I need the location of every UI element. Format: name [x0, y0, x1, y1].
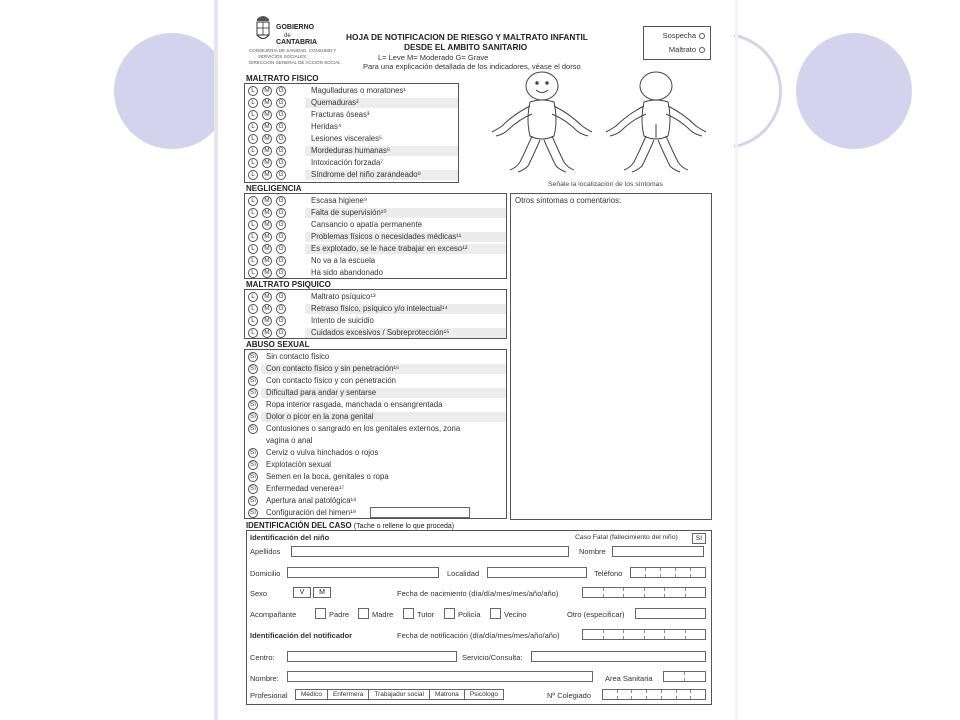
indicator-label: Cuidados excesivos / Sobreprotección¹⁵: [311, 328, 450, 337]
indicator-row[interactable]: [245, 327, 506, 339]
severity-option-circle[interactable]: G: [276, 208, 286, 218]
companion-tutor-checkbox[interactable]: [403, 608, 414, 619]
section-box-negligencia: [244, 193, 507, 279]
suspicion-radio[interactable]: [699, 33, 705, 39]
yes-option-circle[interactable]: Sí: [249, 497, 257, 504]
companion-policia-checkbox[interactable]: [444, 608, 455, 619]
indicator-row[interactable]: [245, 255, 506, 267]
indicator-row[interactable]: [245, 435, 506, 447]
indicator-row[interactable]: [245, 121, 458, 133]
severity-option-circle[interactable]: L: [248, 146, 258, 156]
severity-options: [248, 146, 286, 156]
profession-options: [295, 689, 504, 700]
indicator-label: Explotación sexual: [266, 460, 332, 469]
indicator-row[interactable]: [245, 495, 506, 507]
severity-option-circle[interactable]: L: [248, 208, 258, 218]
indicator-row[interactable]: [245, 315, 506, 327]
indicator-row[interactable]: [245, 219, 506, 231]
severity-options: [248, 364, 258, 374]
severity-options: [248, 110, 286, 120]
profession-option-3[interactable]: Matrona: [430, 690, 465, 699]
severity-options: [248, 304, 286, 314]
logo-line-cantabria: CANTABRIA: [276, 39, 318, 46]
indicator-row[interactable]: [245, 483, 506, 495]
severity-option-circle[interactable]: G: [276, 328, 286, 338]
severity-option-circle[interactable]: M: [262, 328, 272, 338]
slide-edge-line: [735, 0, 738, 720]
sex-label: Sexo: [250, 589, 268, 598]
indicator-label: Dolor o picor en la zona genital: [266, 412, 374, 421]
identification-hint: (Tache o rellene lo que proceda): [353, 523, 455, 530]
notifier-name-field[interactable]: [287, 671, 593, 682]
severity-option-circle[interactable]: G: [276, 158, 286, 168]
severity-options: [248, 352, 258, 362]
surname-field[interactable]: [291, 546, 569, 557]
indicator-label: Dificultad para andar y sentarse: [266, 388, 377, 397]
profession-option-0[interactable]: Médico: [296, 690, 328, 699]
indicator-label: Falta de supervisión¹⁰: [311, 208, 387, 217]
indicator-row[interactable]: [245, 363, 506, 375]
section-title-psiquico: MALTRATO PSIQUICO: [246, 280, 331, 289]
severity-option-circle[interactable]: G: [276, 268, 286, 278]
severity-option-circle[interactable]: G: [276, 220, 286, 230]
health-area-label: Area Sanitaria: [605, 674, 653, 683]
form-subtitle: DESDE EL AMBITO SANITARIO: [404, 42, 528, 52]
indicator-row[interactable]: [245, 109, 458, 121]
companion-vecino-checkbox[interactable]: [490, 608, 501, 619]
section-box-psiquico: [244, 289, 507, 339]
maltreatment-radio[interactable]: [699, 47, 705, 53]
indicator-label: No va a la escuela: [311, 256, 376, 265]
severity-options: [248, 170, 286, 180]
yes-option-circle[interactable]: Sí: [249, 365, 257, 372]
severity-option-circle[interactable]: L: [248, 292, 258, 302]
section-box-fisico: [244, 83, 459, 183]
surname-label: Apellidos: [250, 547, 281, 556]
birthdate-field[interactable]: [582, 587, 706, 598]
locality-field[interactable]: [487, 567, 587, 578]
indicator-row[interactable]: [245, 243, 506, 255]
severity-option-circle[interactable]: G: [276, 98, 286, 108]
indicator-row[interactable]: [245, 387, 506, 399]
severity-option-circle[interactable]: M: [262, 256, 272, 266]
service-field[interactable]: [531, 651, 706, 662]
severity-option-circle[interactable]: M: [262, 220, 272, 230]
decorative-circle-left: [114, 33, 230, 149]
severity-options: [248, 448, 258, 458]
indicator-label: Con contacto físico y con penetración: [266, 376, 397, 385]
severity-legend: L= Leve M= Moderado G= Grave: [378, 53, 489, 62]
indicator-label: Cansancio o apatía permanente: [311, 220, 422, 229]
indicator-label: Síndrome del niño zarandeado⁸: [311, 170, 421, 179]
severity-option-circle[interactable]: L: [248, 110, 258, 120]
severity-option-circle[interactable]: L: [248, 328, 258, 338]
indicator-label: Ropa interior rasgada, manchada o ensangrentada: [266, 400, 443, 409]
indicator-label: Quemaduras²: [311, 98, 359, 107]
indicator-row[interactable]: [245, 375, 506, 387]
severity-option-circle[interactable]: L: [248, 122, 258, 132]
severity-option-circle[interactable]: M: [262, 232, 272, 242]
indicator-row[interactable]: [245, 411, 506, 423]
severity-options: [248, 496, 258, 506]
severity-options: [248, 268, 286, 278]
severity-option-circle[interactable]: L: [248, 98, 258, 108]
severity-options: [248, 376, 258, 386]
logo-line-gobierno: GOBIERNO: [276, 24, 315, 31]
severity-option-circle[interactable]: M: [262, 158, 272, 168]
severity-option-circle[interactable]: L: [248, 268, 258, 278]
indicator-row[interactable]: [245, 267, 506, 279]
severity-option-circle[interactable]: L: [248, 256, 258, 266]
fatal-case-checkbox[interactable]: SI: [692, 533, 706, 544]
indicator-row[interactable]: [245, 291, 506, 303]
yes-option-circle[interactable]: Sí: [249, 353, 257, 360]
indicator-label: Escasa higiene⁹: [311, 196, 368, 205]
suspicion-box: [643, 26, 711, 60]
severity-option-circle[interactable]: M: [262, 146, 272, 156]
severity-options: [248, 508, 258, 518]
severity-option-circle[interactable]: G: [276, 232, 286, 242]
profession-option-4[interactable]: Psicólogo: [469, 691, 498, 698]
severity-option-circle[interactable]: L: [248, 134, 258, 144]
comments-box[interactable]: [510, 193, 712, 520]
indicator-label: Enfermedad venerea¹⁷: [266, 484, 345, 493]
profession-option-1[interactable]: Enfermera: [328, 690, 369, 699]
severity-options: [248, 472, 258, 482]
birthdate-label: Fecha de nacimiento (día/día/mes/mes/año/año): [397, 589, 559, 598]
indicator-row[interactable]: [245, 399, 506, 411]
address-label: Domicilio: [250, 569, 281, 578]
name-field[interactable]: [612, 546, 704, 557]
indicator-row[interactable]: [245, 507, 506, 519]
severity-options: [248, 98, 286, 108]
hymen-config-field[interactable]: [370, 507, 470, 518]
padre-label: Padre: [329, 610, 350, 619]
logo-subtext-2: SERVICIOS SOCIALES: [258, 54, 307, 59]
companion-label: Acompañante: [250, 610, 297, 619]
comments-label: Otros síntomas o comentarios:: [515, 196, 622, 205]
indicator-label: Con contacto físico y sin penetración¹⁶: [266, 364, 400, 373]
severity-option-circle[interactable]: L: [248, 86, 258, 96]
yes-option-circle[interactable]: Sí: [249, 389, 257, 396]
collegiate-number-label: Nº Colegiado: [547, 691, 592, 700]
severity-options: [248, 328, 286, 338]
severity-options: [248, 232, 286, 242]
center-label: Centro:: [250, 653, 275, 662]
indicator-label: Maltrato psíquico¹³: [311, 292, 376, 301]
severity-option-circle[interactable]: L: [248, 196, 258, 206]
indicator-row[interactable]: [245, 169, 458, 181]
indicator-row[interactable]: [245, 351, 506, 363]
severity-options: [248, 122, 286, 132]
severity-option-circle[interactable]: L: [248, 220, 258, 230]
yes-option-circle[interactable]: Sí: [249, 485, 257, 492]
notifier-name-label: Nombre:: [250, 674, 279, 683]
indicator-label: Cerviz o vulva hinchados o rojos: [266, 448, 379, 457]
severity-options: [248, 316, 286, 326]
indicator-label: Contusiones o sangrado en los genitales externos, zona: [266, 424, 461, 433]
severity-options: [248, 424, 258, 434]
section-title-sexual: ABUSO SEXUAL: [246, 340, 310, 349]
severity-options: [248, 158, 286, 168]
indicator-label: Intoxicación forzada⁷: [311, 158, 384, 167]
section-title-fisico: MALTRATO FISICO: [246, 74, 319, 83]
severity-option-circle[interactable]: M: [262, 110, 272, 120]
center-field[interactable]: [287, 651, 457, 662]
policia-label: Policía: [458, 610, 481, 619]
severity-option-circle[interactable]: M: [262, 304, 272, 314]
severity-option-circle[interactable]: G: [276, 86, 286, 96]
fatal-case-label: Caso Fatal (fallecimiento del niño): [575, 534, 678, 541]
tutor-label: Tutor: [417, 610, 435, 619]
indicator-label: Sin contacto físico: [266, 352, 330, 361]
body-diagram-figures[interactable]: [486, 70, 726, 180]
other-label: Otro (especificar): [567, 610, 625, 619]
severity-option-circle[interactable]: M: [262, 208, 272, 218]
yes-option-circle[interactable]: Sí: [249, 401, 257, 408]
severity-option-circle[interactable]: M: [262, 98, 272, 108]
indicator-label: Magulladuras o moratones¹: [311, 86, 406, 95]
indicator-row[interactable]: [245, 423, 506, 435]
notifier-title: Identificación del notificador: [250, 631, 353, 640]
madre-label: Madre: [372, 610, 394, 619]
severity-options: [248, 412, 258, 422]
logo-subtext-1: CONSEJERIA DE SANIDAD, CONSUMO Y: [249, 48, 337, 53]
maltreatment-label: Maltrato: [668, 45, 696, 54]
companion-madre-checkbox[interactable]: [358, 608, 369, 619]
indicator-label: Mordeduras humanas⁶: [311, 146, 391, 155]
yes-option-circle[interactable]: Sí: [249, 425, 257, 432]
service-label: Servicio/Consulta:: [462, 653, 523, 662]
indicator-label: Intento de suicidio: [311, 316, 374, 325]
indicator-label: Configuración del himen¹⁹: [266, 508, 357, 517]
notification-date-field[interactable]: [582, 629, 706, 640]
indicator-row[interactable]: [245, 207, 506, 219]
severity-option-circle[interactable]: M: [262, 170, 272, 180]
severity-options: [248, 86, 286, 96]
identification-title-text: IDENTIFICACIÓN DEL CASO: [246, 521, 352, 530]
indicator-row[interactable]: [245, 133, 458, 145]
decorative-circle-right: [796, 33, 912, 149]
severity-option-circle[interactable]: G: [276, 196, 286, 206]
severity-option-circle[interactable]: L: [248, 304, 258, 314]
sex-v-option[interactable]: V: [293, 587, 311, 598]
indicator-row[interactable]: [245, 157, 458, 169]
indicator-label: Retraso físico, psíquico y/o intelectual¹⁴: [311, 304, 448, 313]
logo-line-de: de: [284, 33, 291, 39]
severity-option-circle[interactable]: M: [262, 196, 272, 206]
severity-option-circle[interactable]: G: [276, 110, 286, 120]
maltreatment-option[interactable]: [669, 45, 705, 54]
severity-option-circle[interactable]: M: [262, 86, 272, 96]
severity-options: [248, 208, 286, 218]
severity-option-circle[interactable]: M: [262, 122, 272, 132]
profession-option-2[interactable]: Trabajador social: [369, 690, 430, 699]
severity-option-circle[interactable]: G: [276, 134, 286, 144]
indicator-label: Apertura anal patológica¹⁸: [266, 496, 357, 505]
form-note: Para una explicación detallada de los indicadores, véase el dorso: [363, 62, 581, 71]
indicator-row[interactable]: [245, 195, 506, 207]
scanned-form-document: [218, 0, 734, 720]
yes-option-circle[interactable]: Sí: [249, 449, 257, 456]
severity-options: [248, 196, 286, 206]
severity-option-circle[interactable]: G: [276, 244, 286, 254]
phone-label: Teléfono: [594, 569, 623, 578]
sex-m-option[interactable]: M: [313, 587, 331, 598]
indicator-row[interactable]: [245, 231, 506, 243]
severity-option-circle[interactable]: G: [276, 304, 286, 314]
yes-option-circle[interactable]: Sí: [249, 413, 257, 420]
severity-option-circle[interactable]: G: [276, 316, 286, 326]
severity-option-circle[interactable]: M: [262, 292, 272, 302]
locality-label: Localidad: [447, 569, 480, 578]
companion-padre-checkbox[interactable]: [315, 608, 326, 619]
severity-options: [248, 388, 258, 398]
indicator-row[interactable]: [245, 447, 506, 459]
severity-option-circle[interactable]: G: [276, 256, 286, 266]
severity-option-circle[interactable]: L: [248, 244, 258, 254]
notification-date-label: Fecha de notificación (día/día/mes/mes/año/año): [397, 631, 560, 640]
back-body-figure: [606, 72, 706, 172]
severity-option-circle[interactable]: G: [276, 170, 286, 180]
indicator-row[interactable]: [245, 145, 458, 157]
logo-subtext-3: DIRECCION GENERAL DE ACCION SOCIAL: [249, 60, 341, 65]
indicator-row[interactable]: [245, 471, 506, 483]
severity-options: [248, 460, 258, 470]
indicator-label: Lesiones viscerales⁵: [311, 134, 383, 143]
indicator-label: vagina o anal: [266, 436, 313, 445]
severity-option-circle[interactable]: G: [276, 146, 286, 156]
indicator-label: Problemas físicos o necesidades médicas¹¹: [311, 232, 462, 241]
severity-option-circle[interactable]: M: [262, 316, 272, 326]
figures-caption: Señale la localización de los síntomas: [548, 181, 663, 188]
section-box-sexual: [244, 349, 507, 519]
indicator-label: Ha sido abandonado: [311, 268, 383, 277]
form-title: HOJA DE NOTIFICACION DE RIESGO Y MALTRATO INFANTIL: [346, 32, 588, 42]
child-id-title: Identificación del niño: [250, 533, 330, 542]
severity-option-circle[interactable]: L: [248, 316, 258, 326]
health-area-field[interactable]: [663, 671, 706, 682]
severity-options: [248, 400, 258, 410]
severity-option-circle[interactable]: G: [276, 122, 286, 132]
severity-option-circle[interactable]: L: [248, 170, 258, 180]
coat-of-arms-icon: [253, 13, 273, 43]
suspicion-label: Sospecha: [662, 31, 696, 40]
severity-options: [248, 244, 286, 254]
severity-option-circle[interactable]: M: [262, 244, 272, 254]
other-field[interactable]: [635, 608, 706, 619]
indicator-row[interactable]: [245, 303, 506, 315]
severity-option-circle[interactable]: G: [276, 292, 286, 302]
indicator-label: Fracturas óseas³: [311, 110, 370, 119]
yes-option-circle[interactable]: Sí: [249, 509, 257, 516]
severity-option-circle[interactable]: M: [262, 134, 272, 144]
indicator-label: Heridas⁴: [311, 122, 342, 131]
section-title-negligencia: NEGLIGENCIA: [246, 184, 302, 193]
severity-option-circle[interactable]: L: [248, 232, 258, 242]
severity-option-circle[interactable]: L: [248, 158, 258, 168]
severity-options: [248, 484, 258, 494]
indicator-row[interactable]: [245, 459, 506, 471]
professional-label: Profesional: [250, 691, 288, 700]
indicator-row[interactable]: [245, 97, 458, 109]
indicator-label: Es explotado, se le hace trabajar en exceso¹²: [311, 244, 468, 253]
collegiate-number-field[interactable]: [602, 689, 706, 700]
severity-options: [248, 256, 286, 266]
severity-options: [248, 292, 286, 302]
identification-box: [246, 530, 712, 705]
address-field[interactable]: [287, 567, 439, 578]
phone-field[interactable]: [630, 567, 706, 578]
indicator-row[interactable]: [245, 85, 458, 97]
suspicion-option[interactable]: [663, 31, 705, 40]
vecino-label: Vecino: [504, 610, 527, 619]
severity-options: [248, 134, 286, 144]
name-label: Nombre: [579, 547, 606, 556]
front-body-figure: [492, 72, 592, 172]
severity-options: [248, 220, 286, 230]
severity-option-circle[interactable]: M: [262, 268, 272, 278]
yes-option-circle[interactable]: Sí: [249, 473, 257, 480]
yes-option-circle[interactable]: Sí: [249, 461, 257, 468]
indicator-label: Semen en la boca, genitales o ropa: [266, 472, 389, 481]
yes-option-circle[interactable]: Sí: [249, 377, 257, 384]
